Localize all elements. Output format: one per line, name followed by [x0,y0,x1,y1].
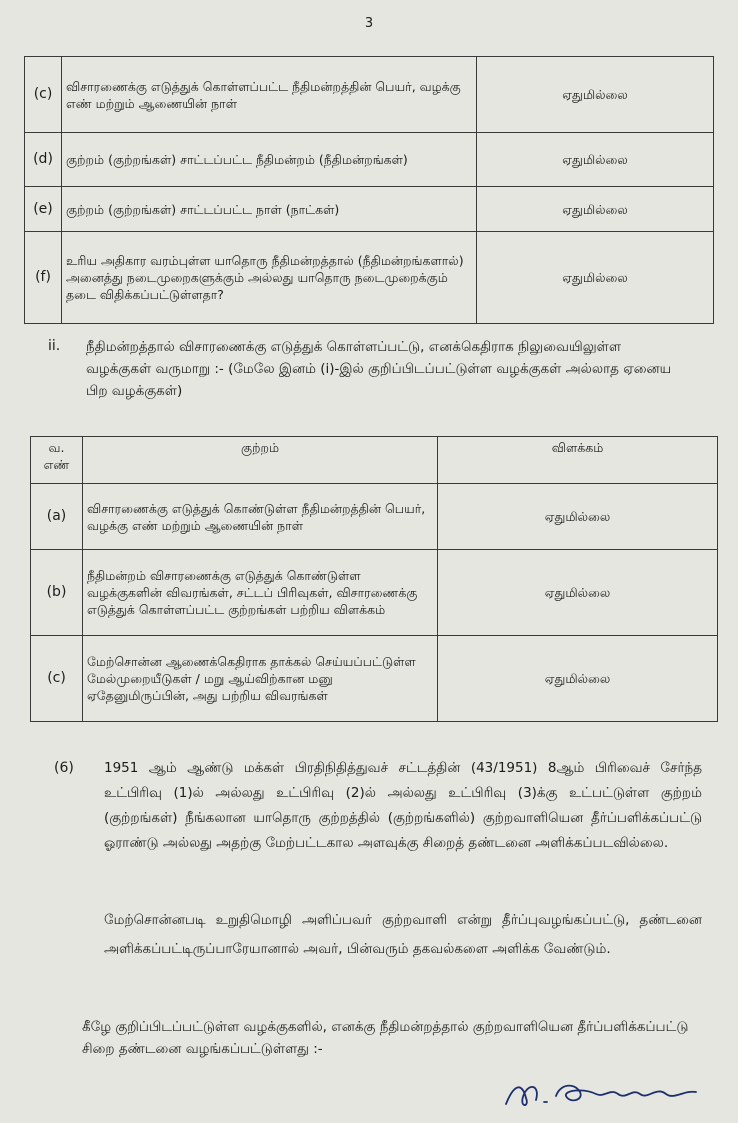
row-answer: ஏதுமில்லை [438,550,718,636]
row-label: (c) [25,57,62,133]
row-label: (a) [31,484,83,550]
row-label: (d) [25,133,62,187]
header-serial-no: வ. எண் [31,437,83,484]
table-header-row [31,437,718,484]
row-text: குற்றம் (குற்றங்கள்) சாட்டப்பட்ட நாள் (நாட்கள்) [62,187,477,232]
para-6-label: (6) [54,760,74,776]
table-row [25,232,714,324]
row-answer: ஏதுமில்லை [477,57,714,133]
table-row [31,636,718,722]
row-answer: ஏதுமில்லை [438,636,718,722]
table-row [25,133,714,187]
row-answer: ஏதுமில்லை [477,187,714,232]
criminal-cases-table-1 [24,56,714,324]
row-label: (b) [31,550,83,636]
pending-cases-table [30,436,718,722]
page-number: 3 [364,16,374,31]
section-ii-label: ii. [48,338,61,354]
row-answer: ஏதுமில்லை [477,133,714,187]
table-row [31,550,718,636]
row-label: (c) [31,636,83,722]
table-row [25,187,714,232]
header-offence: குற்றம் [83,437,438,484]
row-text: மேற்சொன்ன ஆணைக்கெதிராக தாக்கல் செய்யப்பட்டுள்ள மேல்முறையீடுகள் / மறு ஆய்விற்கான மனு ஏதேனுமிருப்பின், அது பற்றிய விவரங்கள் [83,636,438,722]
conviction-statement: கீழே குறிப்பிடப்பட்டுள்ள வழக்குகளில், எனக்கு நீதிமன்றத்தால் குற்றவாளியென தீர்ப்பளிக்கப்பட்டு சிறை தண்டனை வழங்கப்பட்டுள்ளது :- [82,1019,689,1057]
para-6-text: 1951 ஆம் ஆண்டு மக்கள் பிரதிநிதித்துவச் சட்டத்தின் (43/1951) 8ஆம் பிரிவைச் சேர்ந்த உட்பிரிவு (1)ல் அல்லது உட்பிரிவு (2)ல் அல்லது உட்பிரிவு (3)க்கு உட்பட்டுள்ள குற்றம் (குற்றங்கள்) நீங்கலான யாதொரு குற்றத்தில் (குற்றங்களில்) குற்றவாளியென தீர்ப்பளிக்கப்பட்டு ஓராண்டு அல்லது அதற்கு மேற்பட்டகால அளவுக்கு சிறைத் தண்டனை அளிக்கப்படவில்லை. [104,760,702,851]
table-row [25,57,714,133]
row-text: குற்றம் (குற்றங்கள்) சாட்டப்பட்ட நீதிமன்றம் (நீதிமன்றங்கள்) [62,133,477,187]
row-answer: ஏதுமில்லை [477,232,714,324]
section-ii-text: நீதிமன்றத்தால் விசாரணைக்கு எடுத்துக் கொள்ளப்பட்டு, எனக்கெதிராக நிலுவையிலுள்ள வழக்குகள் வருமாறு :- (மேலே இனம் (i)-இல் குறிப்பிடப்பட்டுள்ள வழக்குகள் அல்லாத ஏனைய பிற வழக்குகள்) [86,339,672,399]
row-label: (e) [25,187,62,232]
row-text: விசாரணைக்கு எடுத்துக் கொண்டுள்ள நீதிமன்றத்தின் பெயர், வழக்கு எண் மற்றும் ஆணையின் நாள் [83,484,438,550]
row-answer: ஏதுமில்லை [438,484,718,550]
row-text: விசாரணைக்கு எடுத்துக் கொள்ளப்பட்ட நீதிமன்றத்தின் பெயர், வழக்கு எண் மற்றும் ஆணையின் நாள் [62,57,477,133]
row-label: (f) [25,232,62,324]
header-description: விளக்கம் [438,437,718,484]
table-row [31,484,718,550]
declaration-paragraph: மேற்சொன்னபடி உறுதிமொழி அளிப்பவர் குற்றவாளி என்று தீர்ப்புவழங்கப்பட்டு, தண்டனை அளிக்கப்பட்டிருப்பாரேயானால் அவர், பின்வரும் தகவல்களை அளிக்க வேண்டும். [104,912,702,957]
signature [500,1074,710,1114]
row-text: நீதிமன்றம் விசாரணைக்கு எடுத்துக் கொண்டுள்ள வழக்குகளின் விவரங்கள், சட்டப் பிரிவுகள், விசாரணைக்கு எடுத்துக் கொள்ளப்பட்ட குற்றங்கள் பற்றிய விளக்கம் [83,550,438,636]
row-text: உரிய அதிகார வரம்புள்ள யாதொரு நீதிமன்றத்தால் (நீதிமன்றங்களால்) அனைத்து நடைமுறைகளுக்கும் அல்லது யாதொரு நடைமுறைக்கும் தடை விதிக்கப்பட்டுள்ளதா? [62,232,477,324]
